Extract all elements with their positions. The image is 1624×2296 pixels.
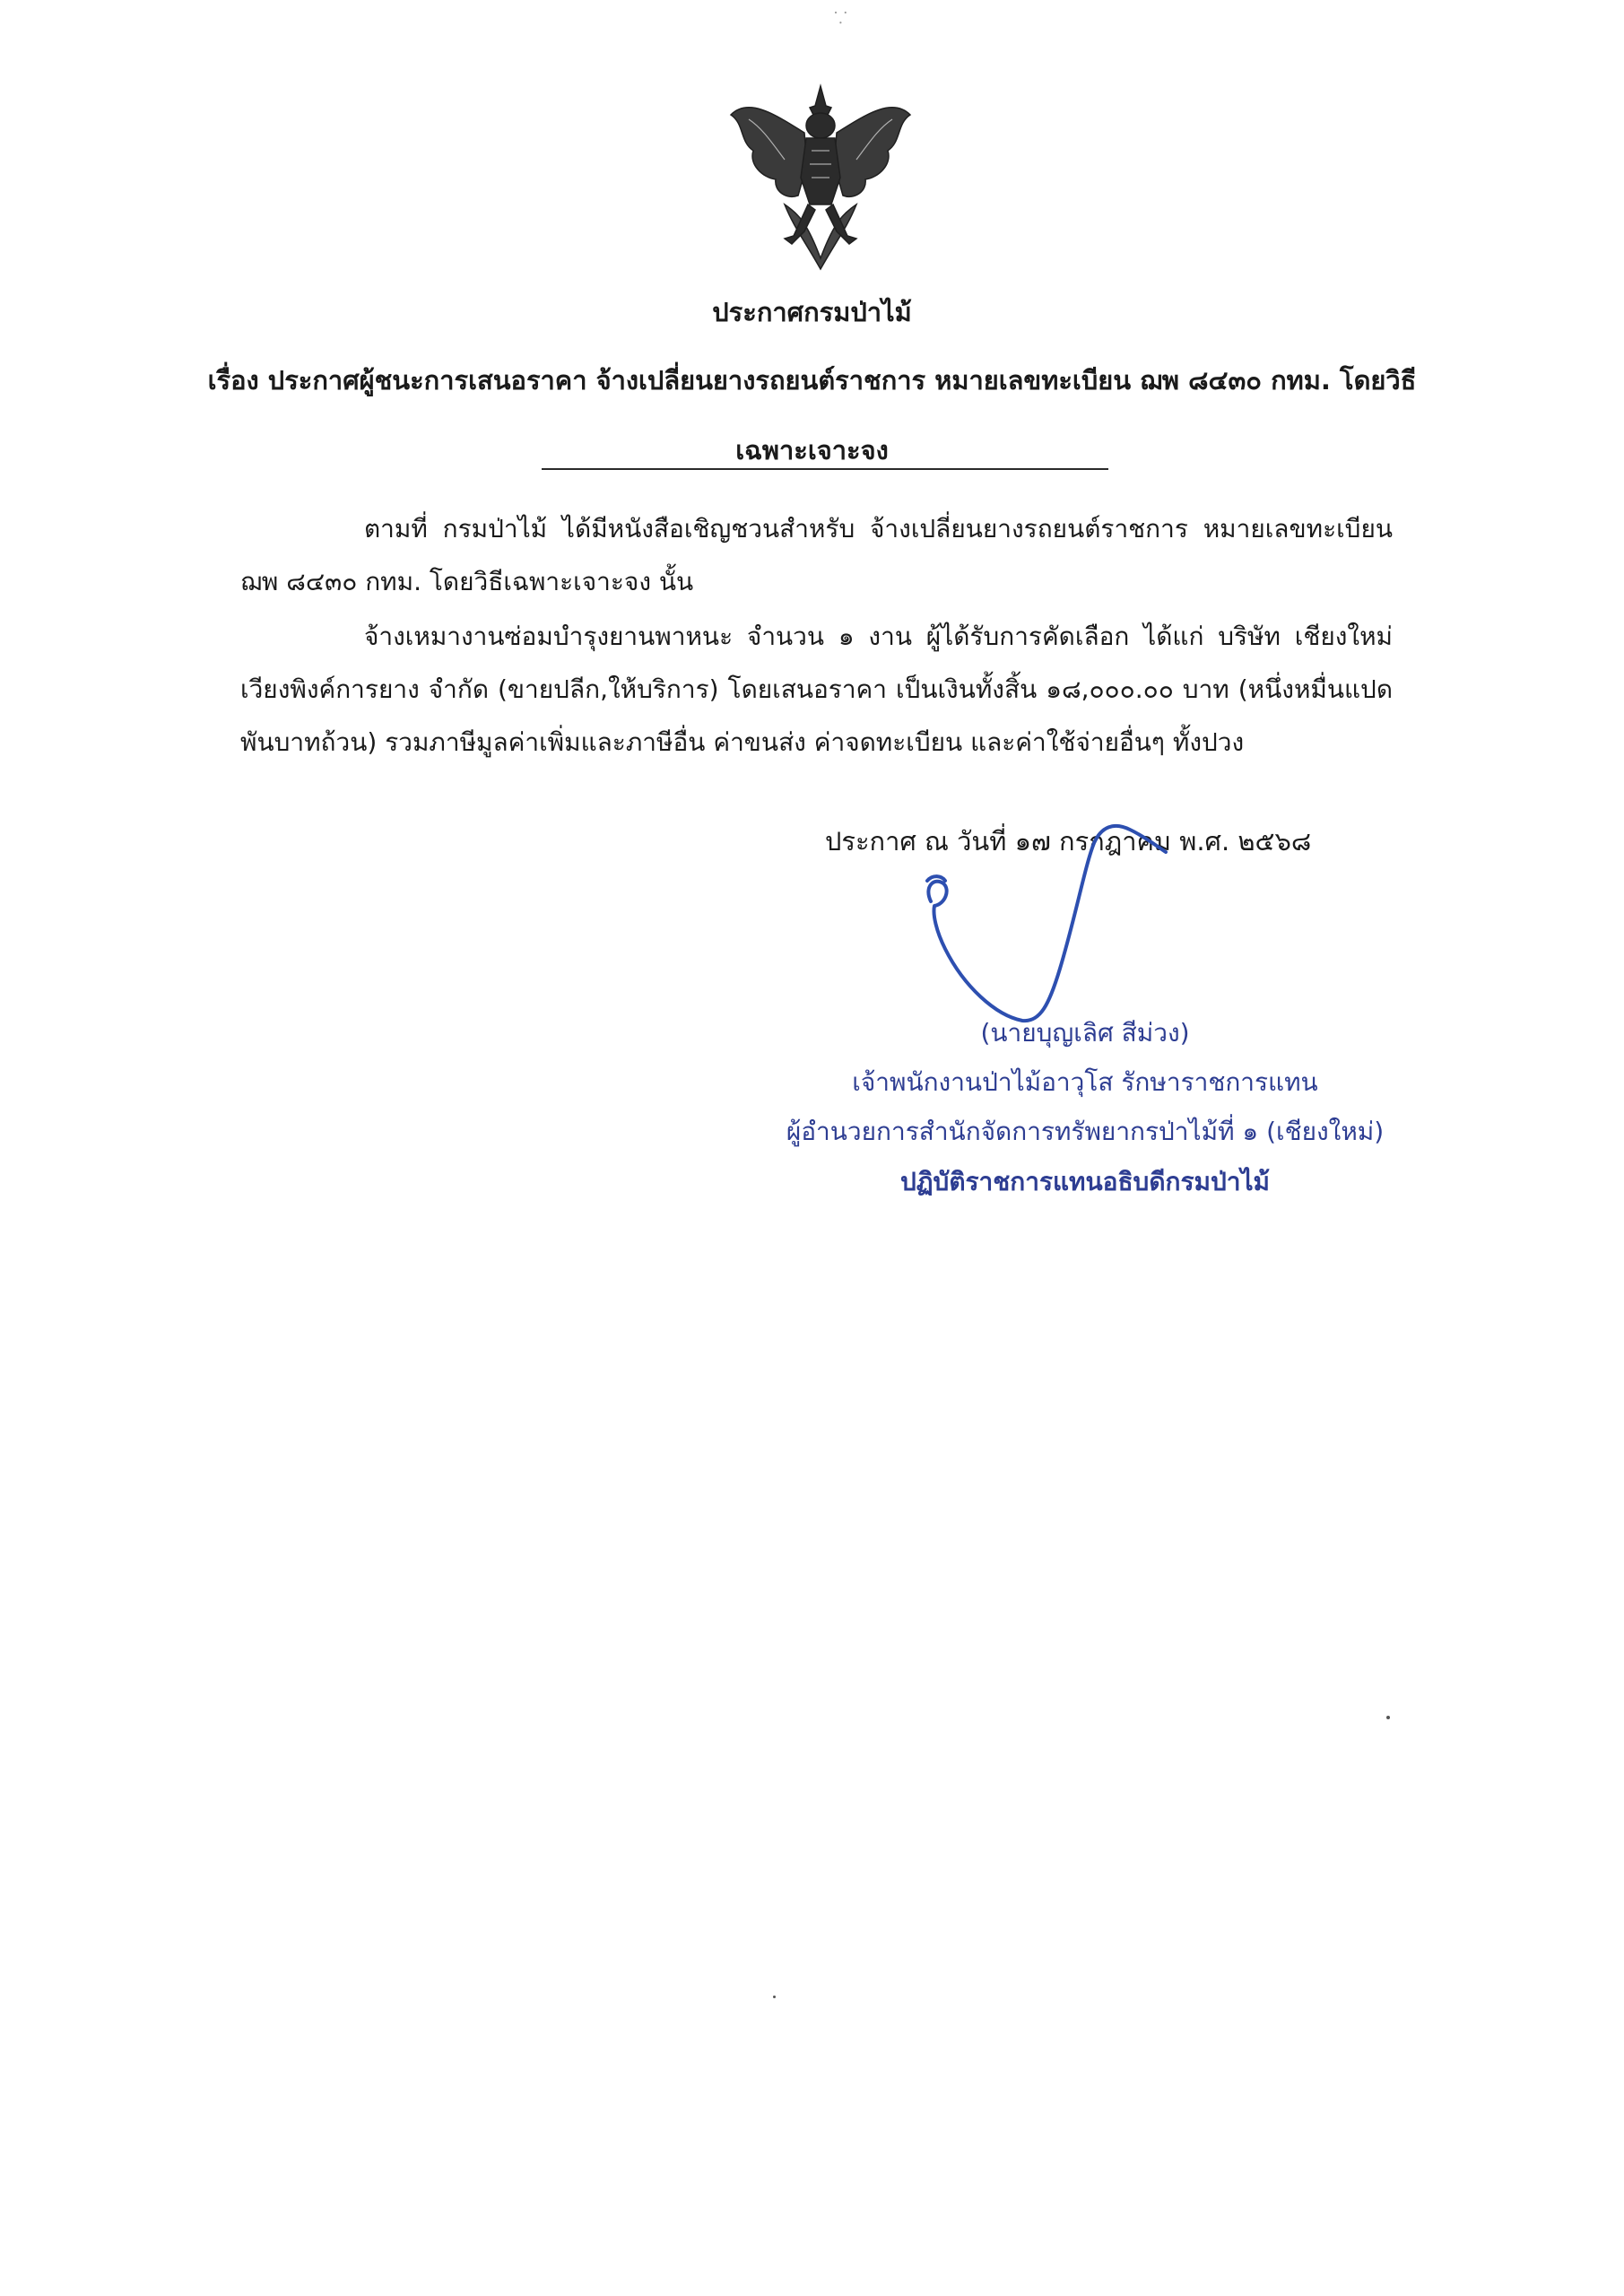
signer-name: (นายบุญเลิศ สีม่วง) — [980, 1018, 1190, 1048]
divider-line — [542, 468, 1108, 470]
document-subject: เรื่อง ประกาศผู้ชนะการเสนอราคา จ้างเปลี่ยนยางรถยนต์ราชการ หมายเลขทะเบียน ฌพ ๘๔๓๐ กทม. โดยวิธีเฉพาะเจาะจง — [207, 365, 1417, 465]
body-paragraph-2: จ้างเหมางานซ่อมบำรุงยานพาหนะ จำนวน ๑ งาน ผู้ได้รับการคัดเลือก ได้แก่ บริษัท เชียงใหม่เวียงพิงค์การยาง จำกัด (ขายปลีก,ให้บริการ) โดยเสนอราคา เป็นเงินทั้งสิ้น ๑๘,๐๐๐.๐๐ บาท (หนึ่งหมื่นแปดพันบาทถ้วน) รวมภาษีมูลค่าเพิ่มและภาษีอื่น ค่าขนส่ง ค่าจดทะเบียน และค่าใช้จ่ายอื่นๆ ทั้งปวง — [240, 622, 1393, 757]
signer-position-1: เจ้าพนักงานป่าไม้อาวุโส รักษาราชการแทน — [852, 1067, 1318, 1097]
signer-position-2: ผู้อำนวยการสำนักจัดการทรัพยากรป่าไม้ที่ ๑ (เชียงใหม่) — [786, 1117, 1385, 1146]
signer-position-3: ปฏิบัติราชการแทนอธิบดีกรมป่าไม้ — [899, 1167, 1270, 1196]
handwritten-signature-icon — [915, 780, 1291, 1049]
announcement-date: ประกาศ ณ วันที่ ๑๗ กรกฎาคม พ.ศ. ๒๕๖๘ — [825, 826, 1312, 857]
garuda-emblem-icon — [722, 79, 919, 276]
document-title: ประกาศกรมป่าไม้ — [712, 297, 912, 327]
scan-speck: ⸪ — [834, 9, 847, 28]
body-paragraph-1: ตามที่ กรมป่าไม้ ได้มีหนังสือเชิญชวนสำหรับ จ้างเปลี่ยนยางรถยนต์ราชการ หมายเลขทะเบียน ฌพ ๘๔๓๐ กทม. โดยวิธีเฉพาะเจาะจง นั้น — [240, 514, 1393, 596]
scan-dot — [1386, 1716, 1390, 1719]
scan-dot — [773, 1996, 776, 1998]
